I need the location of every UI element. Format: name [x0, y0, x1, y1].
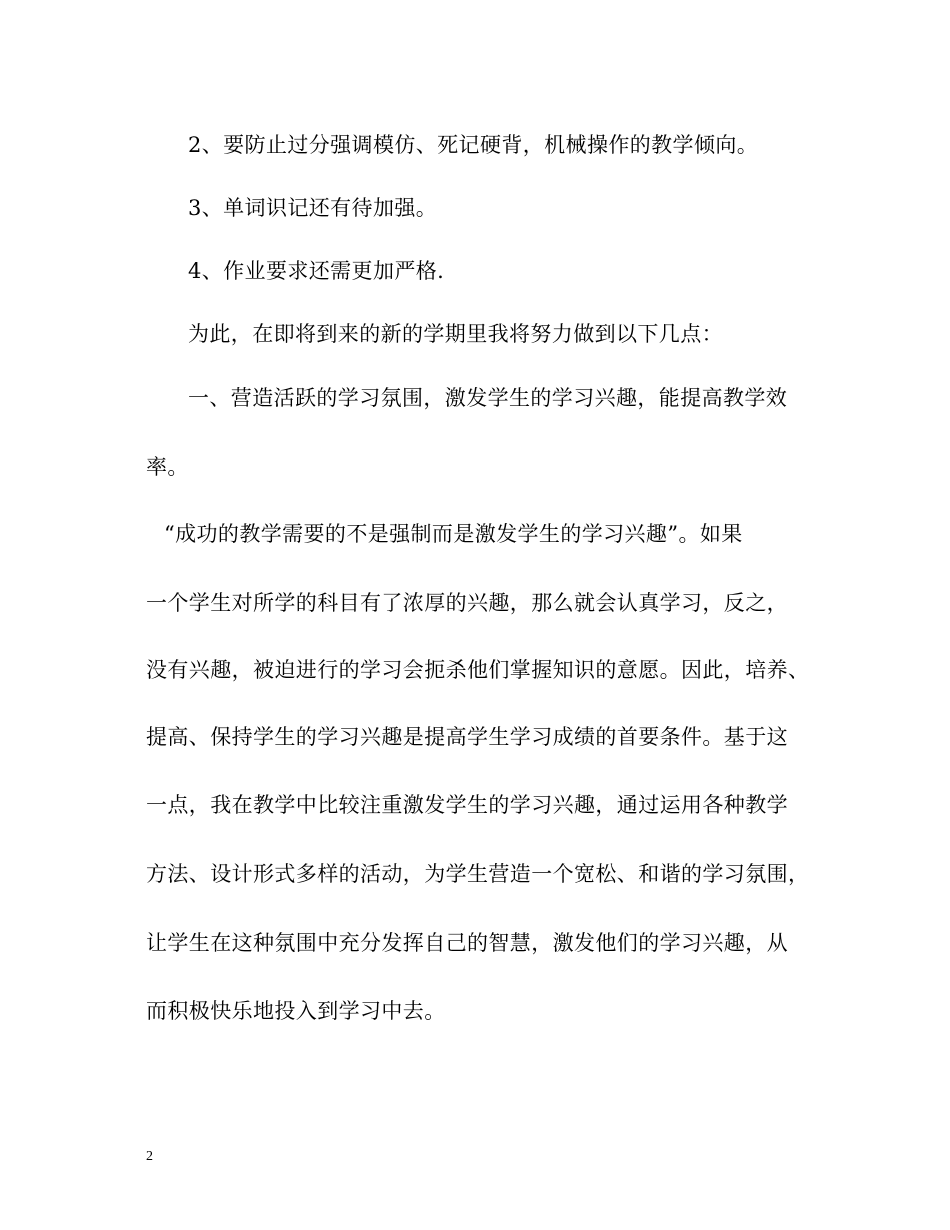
text-line-item-2: 2、要防止过分强调模仿、死记硬背，机械操作的教学倾向。 [188, 133, 759, 157]
paragraph-line-7: 让学生在这种氛围中充分发挥自己的智慧，激发他们的学习兴趣，从 [146, 931, 788, 955]
paragraph-line-2: 一个学生对所学的科目有了浓厚的兴趣，那么就会认真学习，反之， [146, 591, 788, 615]
section-heading-line-2: 率。 [146, 455, 189, 479]
paragraph-line-5: 一点，我在教学中比较注重激发学生的学习兴趣，通过运用各种教学 [146, 793, 788, 817]
text-line-intro: 为此，在即将到来的新的学期里我将努力做到以下几点： [188, 322, 723, 346]
page-number: 2 [146, 1149, 153, 1164]
section-heading-line-1: 一、营造活跃的学习氛围，激发学生的学习兴趣，能提高教学效 [188, 386, 788, 410]
paragraph-line-4: 提高、保持学生的学习兴趣是提高学生学习成绩的首要条件。基于这 [146, 725, 788, 749]
paragraph-line-1: “成功的教学需要的不是强制而是激发学生的学习兴趣”。如果 [164, 522, 743, 546]
paragraph-line-3: 没有兴趣，被迫进行的学习会扼杀他们掌握知识的意愿。因此，培养、 [146, 658, 810, 682]
paragraph-line-6: 方法、设计形式多样的活动，为学生营造一个宽松、和谐的学习氛围， [146, 862, 810, 886]
paragraph-line-8: 而积极快乐地投入到学习中去。 [146, 999, 446, 1023]
text-line-item-3: 3、单词识记还有待加强。 [188, 196, 438, 220]
text-line-item-4: 4、作业要求还需更加严格. [188, 259, 445, 283]
